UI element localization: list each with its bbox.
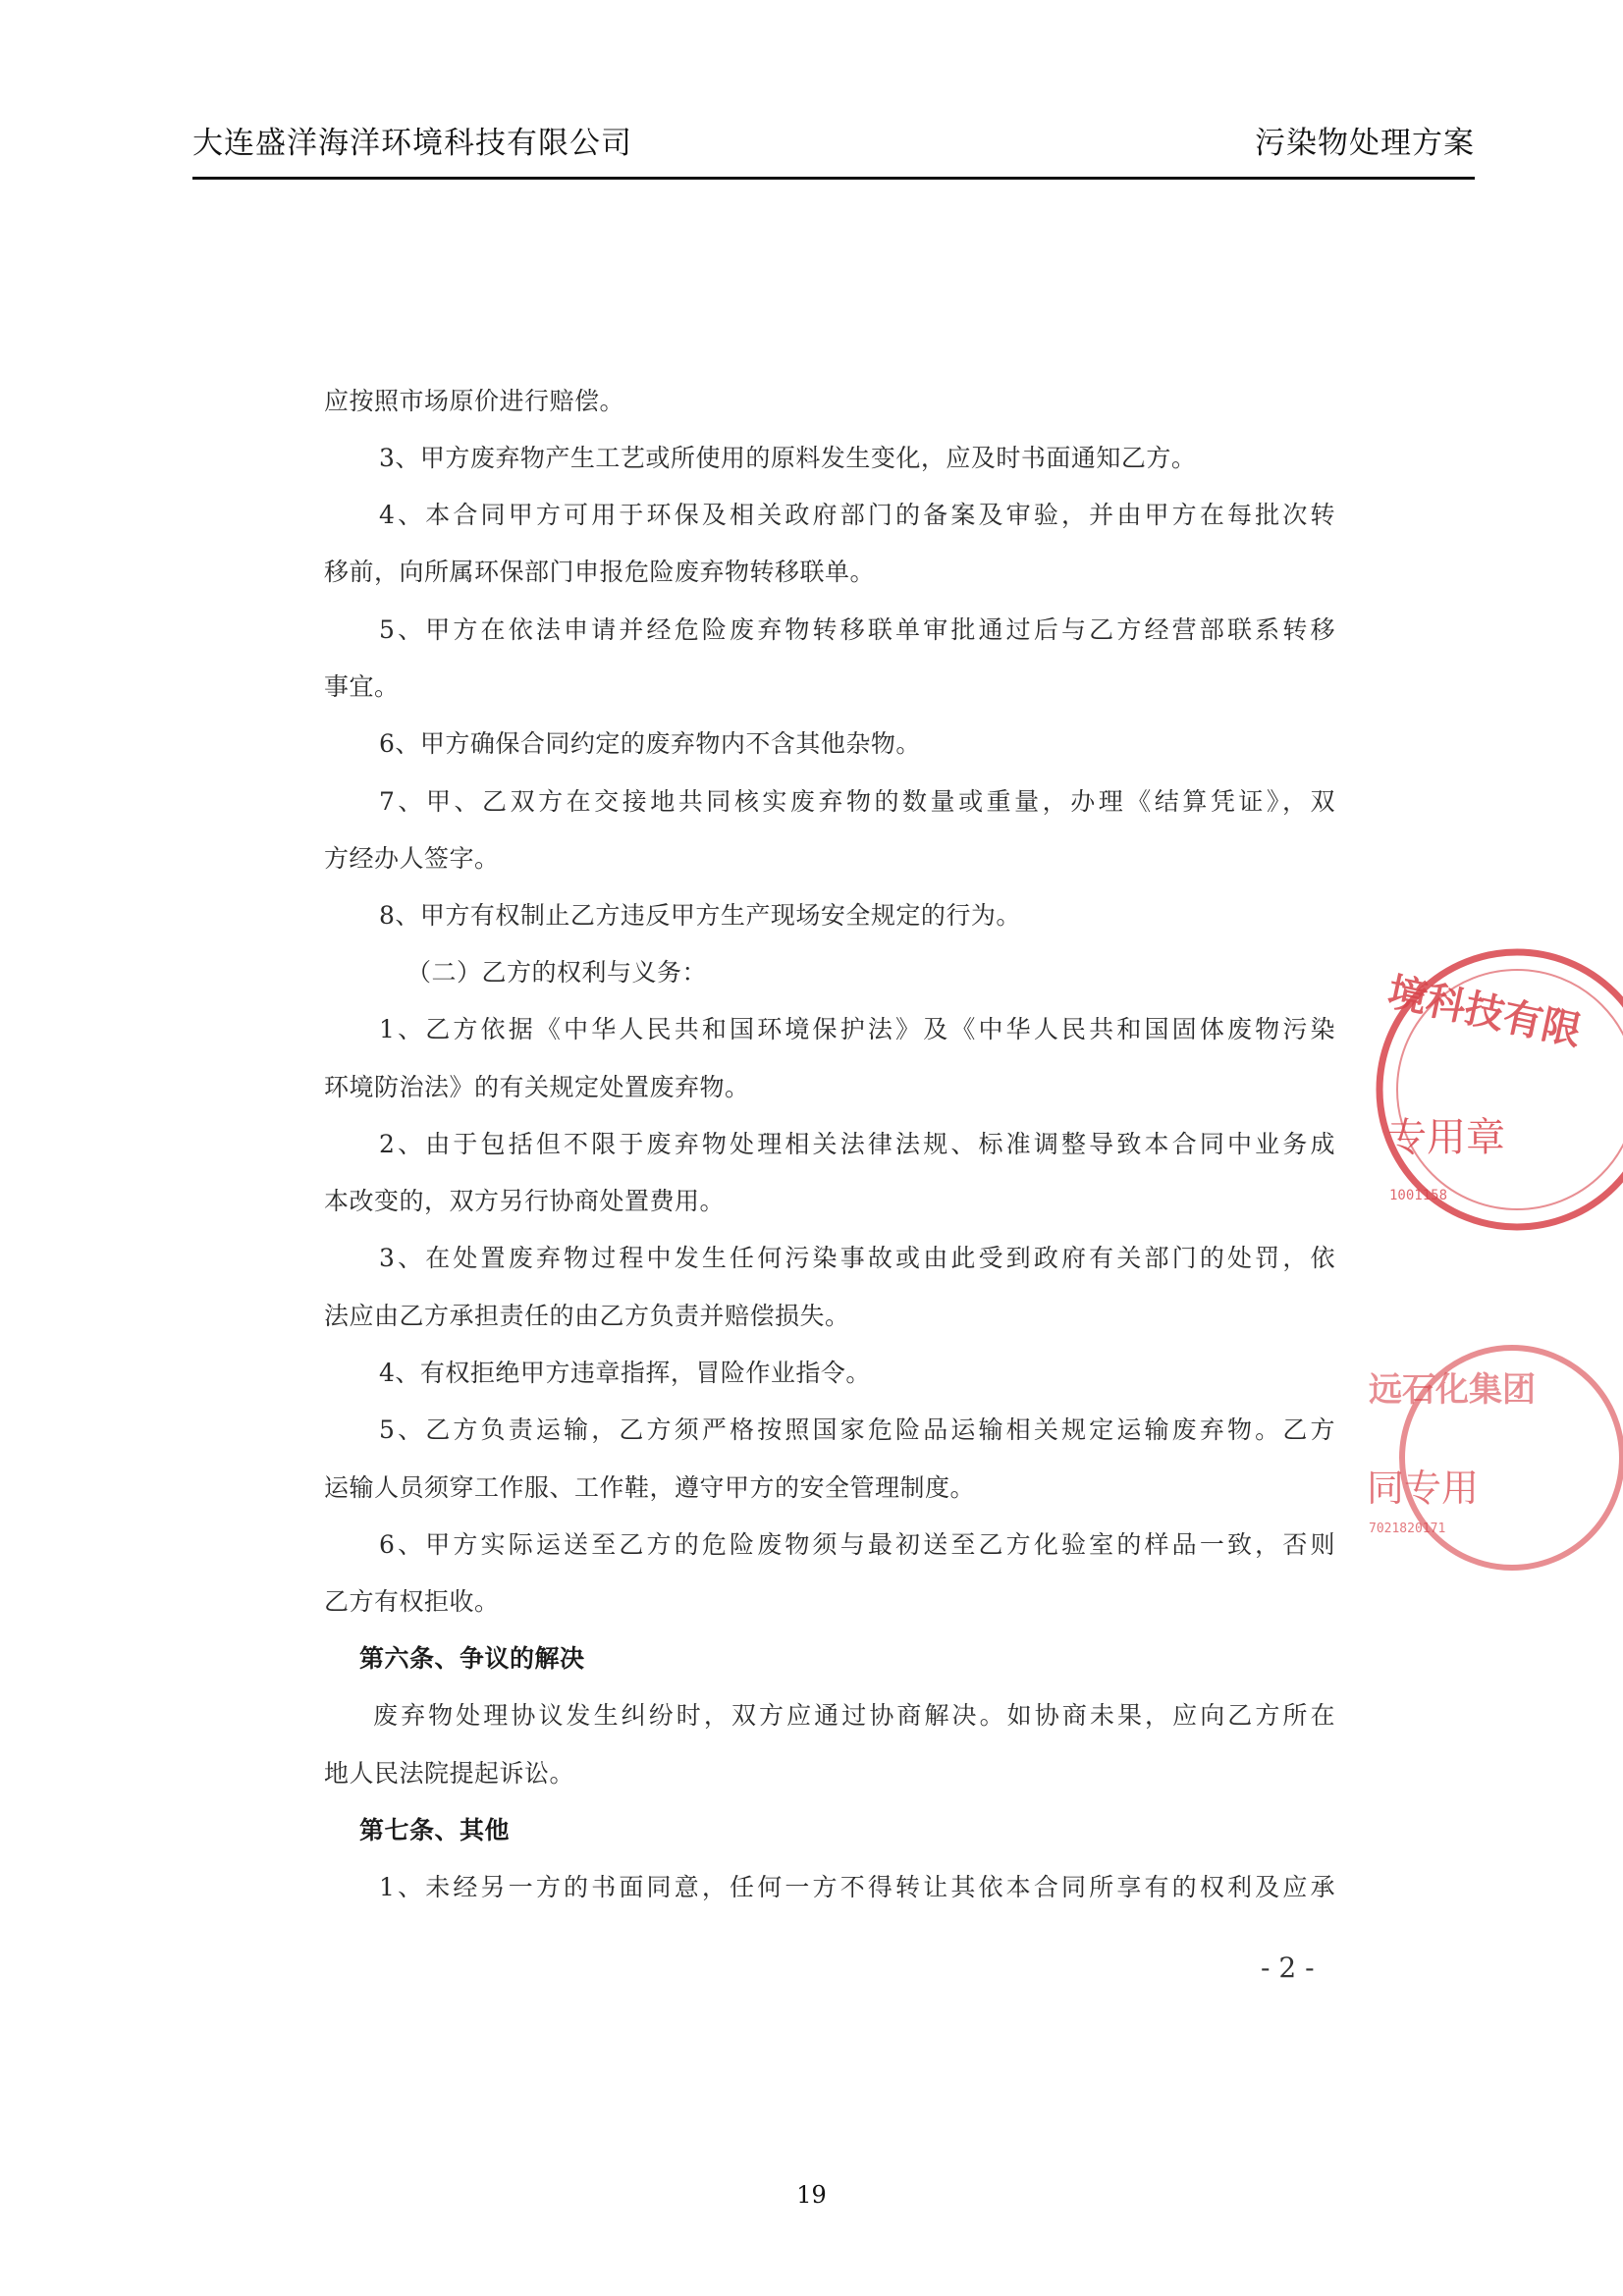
text-line: 运输人员须穿工作服、工作鞋，遵守甲方的安全管理制度。 bbox=[324, 1473, 976, 1502]
text-line: 应按照市场原价进行赔偿。 bbox=[324, 387, 625, 415]
text-line: 6、甲方确保合同约定的废弃物内不含其他杂物。 bbox=[379, 729, 921, 758]
seal-graphic bbox=[1355, 1340, 1610, 1575]
company-seal-stamp bbox=[1370, 942, 1586, 1237]
text-line: 3、甲方废弃物产生工艺或所使用的原料发生变化，应及时书面通知乙方。 bbox=[379, 444, 1197, 472]
seal-graphic bbox=[1370, 942, 1605, 1237]
company-name: 大连盛洋海洋环境科技有限公司 bbox=[192, 126, 632, 161]
inner-page-number: - 2 - bbox=[1261, 1951, 1315, 1984]
text-line: 4、有权拒绝甲方违章指挥，冒险作业指令。 bbox=[379, 1359, 871, 1387]
text-line: 地人民法院提起诉讼。 bbox=[324, 1759, 575, 1788]
contract-seal-stamp bbox=[1355, 1340, 1536, 1566]
text-line: 7、甲、乙双方在交接地共同核实废弃物的数量或重量，办理《结算凭证》，双 bbox=[379, 787, 1335, 816]
text-line: 1、未经另一方的书面同意，任何一方不得转让其依本合同所享有的权利及应承 bbox=[379, 1873, 1335, 1901]
text-line: 环境防治法》的有关规定处置废弃物。 bbox=[324, 1073, 750, 1101]
section-heading: （二）乙方的权利与义务： bbox=[406, 958, 708, 987]
text-line: 事宜。 bbox=[324, 672, 400, 701]
text-line: 3、在处置废弃物过程中发生任何污染事故或由此受到政府有关部门的处罚，依 bbox=[379, 1244, 1335, 1272]
seal-2-number-text: 7021820171 bbox=[1369, 1522, 1446, 1536]
seal-1-middle-text: 专用章 bbox=[1387, 1115, 1505, 1160]
text-line: 1、乙方依据《中华人民共和国环境保护法》及《中华人民共和国固体废物污染 bbox=[379, 1015, 1335, 1043]
text-line: 法应由乙方承担责任的由乙方负责并赔偿损失。 bbox=[324, 1302, 850, 1330]
text-line: 乙方有权拒收。 bbox=[324, 1587, 500, 1616]
text-line: 4、本合同甲方可用于环保及相关政府部门的备案及审验，并由甲方在每批次转 bbox=[379, 501, 1335, 529]
text-line: 8、甲方有权制止乙方违反甲方生产现场安全规定的行为。 bbox=[379, 901, 1021, 930]
article-heading: 第七条、其他 bbox=[359, 1816, 511, 1844]
document-title: 污染物处理方案 bbox=[1255, 126, 1475, 161]
seal-2-top-text: 远石化集团 bbox=[1369, 1370, 1536, 1410]
page-header bbox=[192, 110, 1475, 180]
text-line: 6、甲方实际运送至乙方的危险废物须与最初送至乙方化验室的样品一致，否则 bbox=[379, 1530, 1335, 1559]
text-line: 方经办人签字。 bbox=[324, 844, 500, 873]
text-line: 2、由于包括但不限于废弃物处理相关法律法规、标准调整导致本合同中业务成 bbox=[379, 1130, 1335, 1158]
article-heading: 第六条、争议的解决 bbox=[359, 1644, 585, 1673]
text-line: 5、乙方负责运输，乙方须严格按照国家危险品运输相关规定运输废弃物。乙方 bbox=[379, 1415, 1335, 1444]
seal-1-top-text: 境科技有限 bbox=[1383, 969, 1586, 1055]
seal-1-number-text: 1001158 bbox=[1389, 1188, 1448, 1203]
page-footer-number: 19 bbox=[796, 2181, 827, 2209]
text-line: 废弃物处理协议发生纠纷时，双方应通过协商解决。如协商未果，应向乙方所在 bbox=[373, 1701, 1335, 1730]
seal-2-middle-text: 同专用 bbox=[1367, 1467, 1480, 1510]
text-line: 5、甲方在依法申请并经危险废弃物转移联单审批通过后与乙方经营部联系转移 bbox=[379, 615, 1335, 644]
text-line: 移前，向所属环保部门申报危险废弃物转移联单。 bbox=[324, 558, 876, 586]
text-line: 本改变的，双方另行协商处置费用。 bbox=[324, 1187, 726, 1215]
